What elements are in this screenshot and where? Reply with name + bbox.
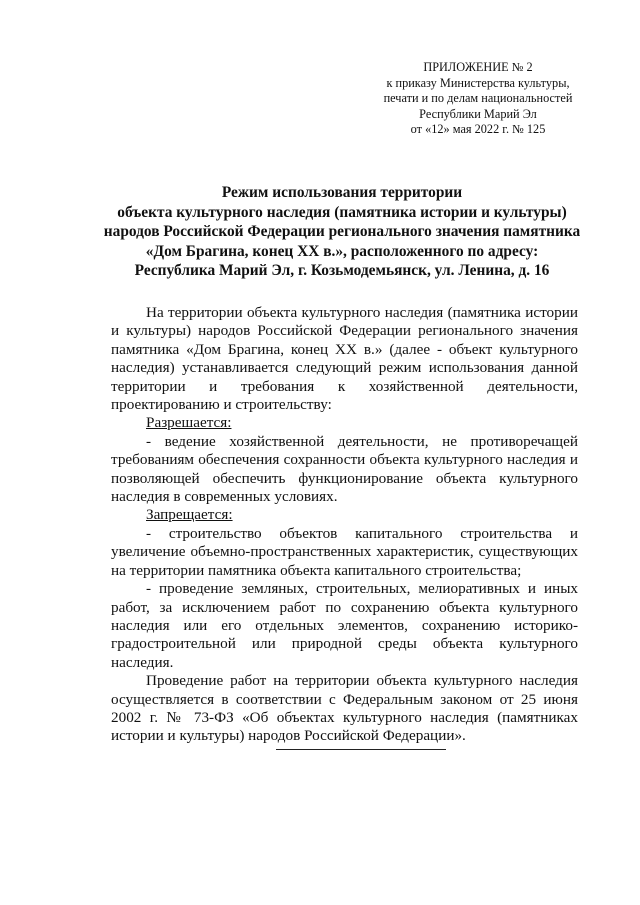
appendix-header	[350, 60, 606, 138]
allowed-heading-paragraph	[111, 414, 578, 432]
title-line: «Дом Брагина, конец XX в.», расположенного по адресу:	[145, 242, 539, 260]
forbidden-item: - строительство объектов капитального строительства и увеличение объемно-пространственных характеристик, существующих на территории памятника объекта капитального строительства;	[111, 524, 578, 579]
title-line: Республика Марий Эл, г. Козьмодемьянск, ул. Ленина, д. 16	[134, 262, 550, 280]
title-line: Режим использования территории	[221, 184, 463, 201]
forbidden-heading: Запрещается:	[146, 506, 233, 524]
intro-paragraph: На территории объекта культурного наследия (памятника истории и культуры) народов Российской Федерации регионального значения памятника «Дом Брагина, конец XX в.» (далее - объект культурного наследия) устанавливается следующий режим использования данной территории и требования к хозяйственной деятельности, проектированию и строительству:	[111, 304, 578, 414]
forbidden-heading-paragraph	[111, 506, 578, 524]
appendix-republic: Республики Марий Эл	[419, 106, 537, 121]
title-line: народов Российской Федерации регионального значения памятника	[103, 223, 581, 241]
appendix-date: от «12» мая 2022 г. № 125	[410, 122, 546, 137]
title-line: объекта культурного наследия (памятника истории и культуры)	[117, 203, 567, 221]
appendix-ministry: печати и по делам национальностей	[383, 91, 573, 106]
closing-rule-divider	[276, 749, 446, 750]
appendix-order-ref: к приказу Министерства культуры,	[386, 75, 570, 90]
document-title	[72, 183, 612, 281]
allowed-item: - ведение хозяйственной деятельности, не противоречащей требованиям обеспечения сохранности объекта культурного наследия и позволяющей обеспечить функционирование объекта культурного наследия в современных условиях.	[111, 432, 578, 506]
forbidden-item: - проведение земляных, строительных, мелиоративных и иных работ, за исключением работ по сохранению объекта культурного наследия или его отдельных элементов, сохранению историко-градостроительной или природной среды объекта культурного наследия.	[111, 580, 578, 671]
allowed-heading: Разрешается:	[146, 414, 232, 432]
document-body	[111, 304, 578, 746]
closing-paragraph: Проведение работ на территории объекта культурного наследия осуществляется в соответствии с Федеральным законом от 25 июня 2002 г. № 73-ФЗ «Об объектах культурного наследия (памятниках истории и культуры) народов Российской Федерации».	[111, 672, 578, 745]
appendix-number: ПРИЛОЖЕНИЕ № 2	[423, 60, 533, 74]
